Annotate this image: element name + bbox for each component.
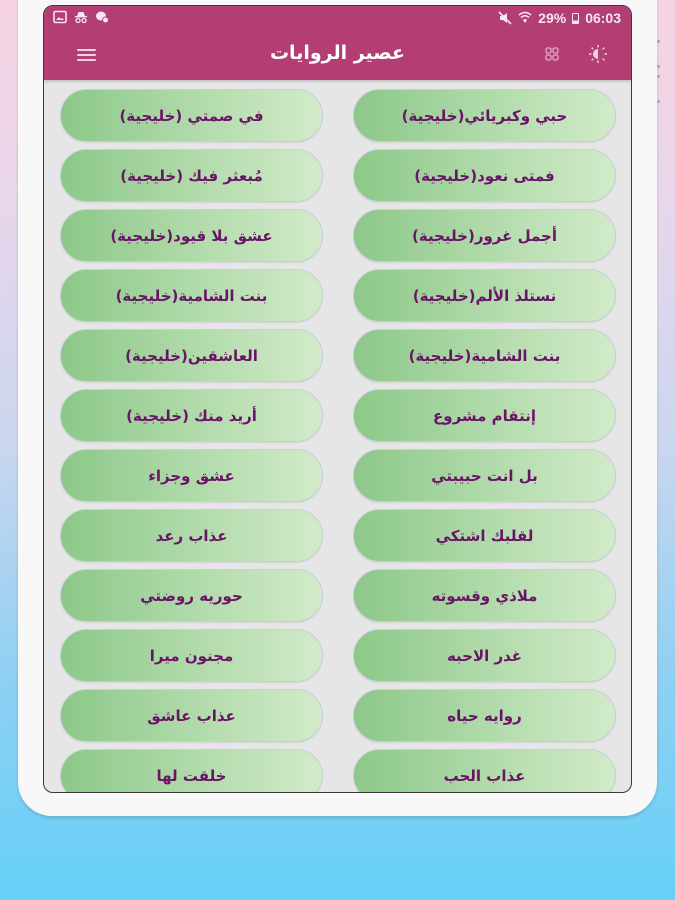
- novel-button[interactable]: في صمتي (خليجية): [60, 89, 323, 142]
- novel-button[interactable]: عشق بلا قيود(خليجية): [60, 209, 323, 262]
- novel-button[interactable]: عذاب عاشق: [60, 689, 323, 742]
- novel-button[interactable]: ملاذي وقسوته: [353, 569, 616, 622]
- novel-button[interactable]: عشق وجزاء: [60, 449, 323, 502]
- novel-button[interactable]: بنت الشامية(خليجية): [60, 269, 323, 322]
- novel-button[interactable]: غدر الاحبه: [353, 629, 616, 682]
- battery-percent: 29%: [538, 10, 567, 26]
- status-bar: [44, 6, 631, 30]
- novel-button[interactable]: أجمل غرور(خليجية): [353, 209, 616, 262]
- brightness-icon[interactable]: [588, 44, 608, 64]
- grid-view-icon[interactable]: [544, 46, 560, 62]
- clock: 06:03: [585, 10, 621, 26]
- novel-button[interactable]: أريد منك (خليجية): [60, 389, 323, 442]
- gallery-icon: [53, 10, 67, 24]
- novel-button[interactable]: حبي وكبريائي(خليجية): [353, 89, 616, 142]
- app-bar: [44, 30, 631, 80]
- wifi-icon: [518, 11, 532, 25]
- chat-bubble-icon: [95, 10, 109, 24]
- novel-button[interactable]: فمتى نعود(خليجية): [353, 149, 616, 202]
- novel-button[interactable]: مجنون ميرا: [60, 629, 323, 682]
- battery-icon: [572, 13, 579, 24]
- novel-button[interactable]: لقلبك اشتكي: [353, 509, 616, 562]
- side-indicator-dots: [657, 36, 661, 106]
- novel-button[interactable]: نستلذ الألم(خليجية): [353, 269, 616, 322]
- novel-button[interactable]: خلقت لها: [60, 749, 323, 793]
- novel-button[interactable]: بل انت حبيبتي: [353, 449, 616, 502]
- novel-button[interactable]: عذاب رعد: [60, 509, 323, 562]
- novel-button[interactable]: مُبعثر فيك (خليجية): [60, 149, 323, 202]
- novel-button[interactable]: عذاب الحب: [353, 749, 616, 793]
- mute-icon: [498, 11, 512, 25]
- novel-button[interactable]: إنتقام مشروع: [353, 389, 616, 442]
- incognito-icon: [74, 10, 88, 24]
- novel-list[interactable]: [44, 80, 631, 792]
- novel-button[interactable]: حوريه روضتي: [60, 569, 323, 622]
- novel-button[interactable]: روايه حياه: [353, 689, 616, 742]
- novel-button[interactable]: بنت الشامية(خليجية): [353, 329, 616, 382]
- novel-button[interactable]: العاشقين(خليجية): [60, 329, 323, 382]
- app-screen: [43, 5, 632, 793]
- app-title: عصير الروايات: [269, 42, 406, 64]
